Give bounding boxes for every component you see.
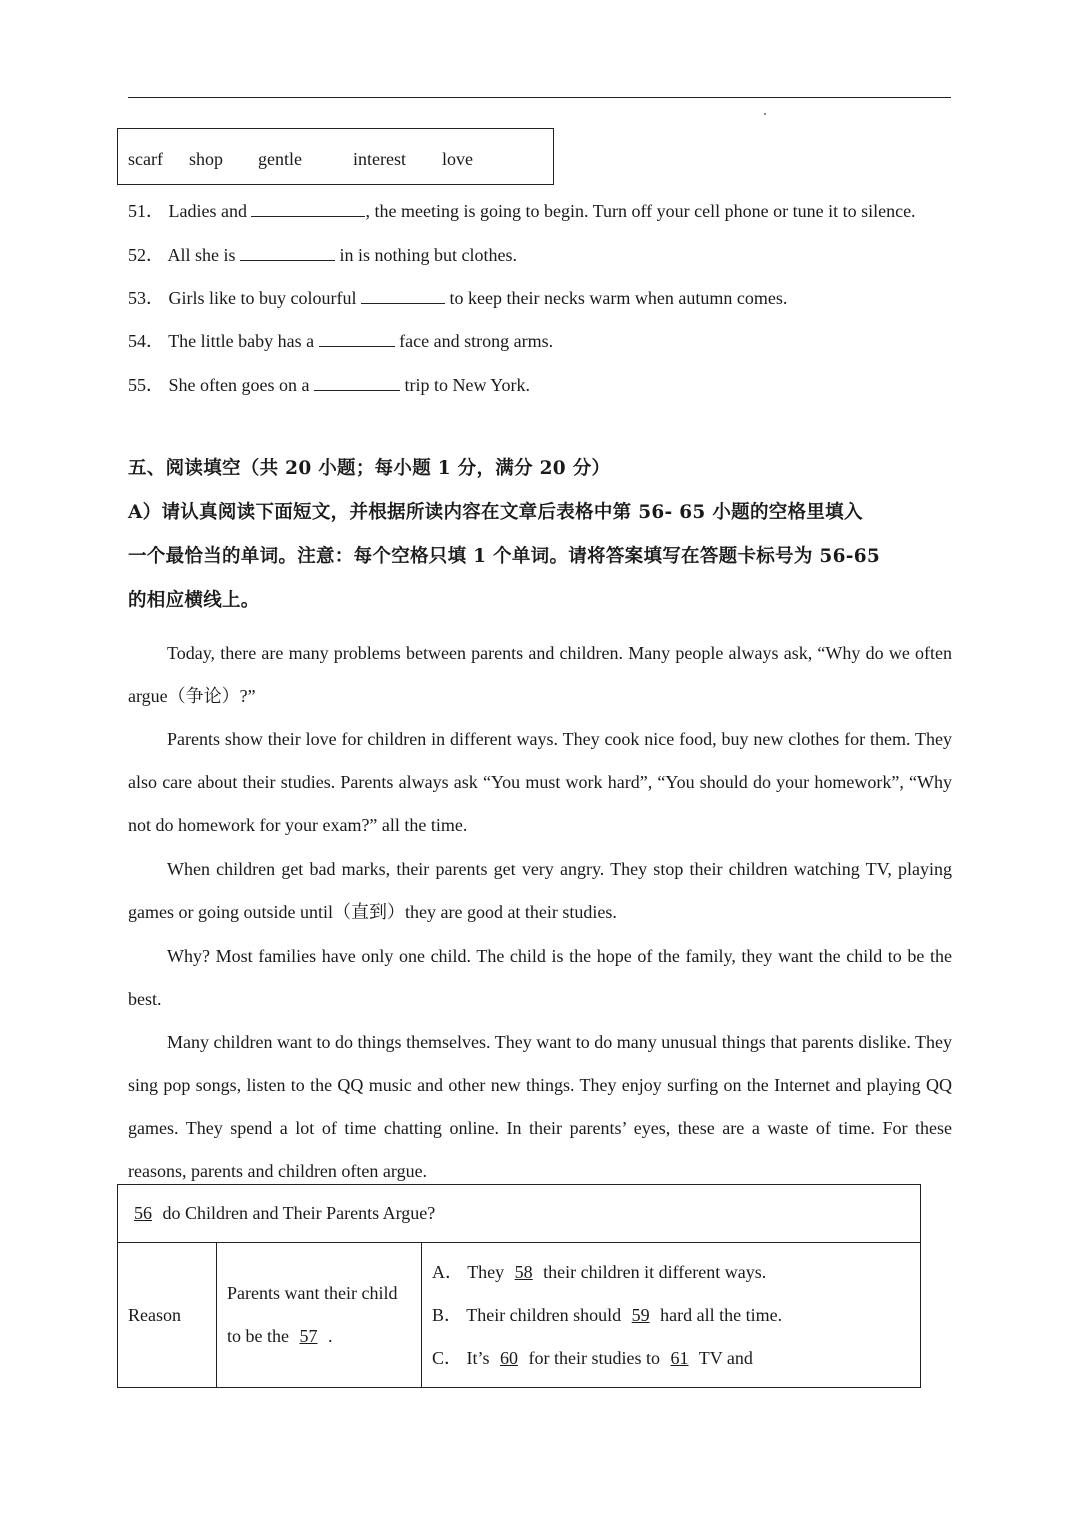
question-text: Girls like to buy colourful: [168, 288, 357, 308]
middle-cell: [217, 1243, 422, 1388]
question-number: 55．: [128, 375, 164, 395]
question-text: All she is: [167, 245, 236, 265]
answer-blank-61[interactable]: 61: [670, 1347, 689, 1368]
answer-blank-57[interactable]: 57: [299, 1326, 318, 1346]
question-text: face and strong arms.: [399, 331, 554, 351]
word-love: love: [442, 149, 473, 169]
answer-blank-58[interactable]: 58: [514, 1261, 533, 1282]
question-text: to keep their necks warm when autumn comes.: [449, 288, 788, 308]
row-text: Their children should: [466, 1304, 622, 1325]
passage-paragraph-3: When children get bad marks, their parents get very angry. They stop their children watching TV, playing games or going outside until（直到）they are good at their studies.: [128, 859, 952, 922]
detail-row-a: [432, 1251, 910, 1294]
passage-paragraph-4: Why? Most families have only one child. The child is the hope of the family, they want the child to be the best.: [128, 946, 952, 1009]
answer-blank[interactable]: [319, 328, 395, 347]
row-letter: C．: [432, 1347, 463, 1368]
answer-blank[interactable]: [251, 198, 365, 217]
passage-paragraph-1: Today, there are many problems between parents and children. Many people always ask, “Why do we often argue（争论）?”: [128, 643, 952, 706]
answer-blank-60[interactable]: 60: [500, 1347, 519, 1368]
word-shop: shop: [189, 149, 224, 169]
row-text: They: [467, 1261, 505, 1282]
question-number: 52．: [128, 245, 164, 265]
question-text: She often goes on a: [168, 375, 310, 395]
middle-text: to be the: [227, 1326, 289, 1346]
table-title: do Children and Their Parents Argue?: [162, 1203, 436, 1223]
middle-end: .: [327, 1326, 333, 1346]
answer-blank-56[interactable]: 56: [134, 1203, 152, 1223]
question-number: 54．: [128, 331, 164, 351]
row-text: their children it different ways.: [543, 1261, 767, 1282]
question-number: 51．: [128, 201, 164, 221]
detail-row-b: [432, 1294, 910, 1337]
question-52: [128, 242, 517, 267]
row-text: for their studies to: [528, 1347, 661, 1368]
question-53: [128, 285, 787, 310]
detail-cell: [422, 1243, 921, 1388]
row-letter: A．: [432, 1261, 463, 1282]
word-box: [117, 128, 554, 185]
reason-label: Reason: [128, 1304, 181, 1325]
question-text: trip to New York.: [404, 375, 530, 395]
row-text: TV and: [698, 1347, 753, 1368]
question-text: Ladies and: [168, 201, 247, 221]
question-number: 53．: [128, 288, 164, 308]
table-title-cell: [118, 1185, 921, 1243]
question-text: The little baby has a: [168, 331, 315, 351]
answer-blank-59[interactable]: 59: [631, 1304, 650, 1325]
scan-dot: [764, 113, 766, 115]
summary-table: [117, 1184, 921, 1388]
header-rule: [128, 97, 951, 98]
word-scarf: scarf: [128, 149, 163, 169]
question-51: [128, 198, 916, 223]
answer-blank[interactable]: [314, 372, 400, 391]
question-55: [128, 372, 530, 397]
question-text: , the meeting is going to begin. Turn off your cell phone or tune it to silence.: [365, 201, 916, 221]
instruction-line-1: A）请认真阅读下面短文，并根据所读内容在文章后表格中第 56- 65 小题的空格里填入: [128, 502, 863, 523]
word-gentle: gentle: [258, 149, 302, 169]
instruction-line-2: 一个最恰当的单词。注意：每个空格只填 1 个单词。请将答案填写在答题卡标号为 56-65: [128, 546, 881, 567]
section-heading: 五、阅读填空（共 20 小题；每小题 1 分，满分 20 分）: [128, 458, 611, 479]
question-text: in is nothing but clothes.: [339, 245, 518, 265]
row-text: It’s: [466, 1347, 490, 1368]
word-interest: interest: [353, 149, 406, 169]
answer-blank[interactable]: [361, 285, 445, 304]
passage-paragraph-2: Parents show their love for children in different ways. They cook nice food, buy new clothes for them. They also care about their studies. Parents always ask “You must work hard”, “You should do your homework”, “Why not do homework for your exam?” all the time.: [128, 729, 952, 835]
reason-label-cell: [118, 1243, 217, 1388]
row-text: hard all the time.: [660, 1304, 783, 1325]
question-54: [128, 328, 553, 353]
passage-paragraph-5: Many children want to do things themselves. They want to do many unusual things that parents dislike. They sing pop songs, listen to the QQ music and other new things. They enjoy surfing on the Internet and playing QQ games. They spend a lot of time chatting online. In their parents’ eyes, these are a waste of time. For these reasons, parents and children often argue.: [128, 1032, 952, 1181]
middle-line-2: [227, 1315, 411, 1358]
answer-blank[interactable]: [240, 242, 335, 261]
row-letter: B．: [432, 1304, 463, 1325]
middle-line-1: Parents want their child: [227, 1283, 398, 1303]
instruction-line-3: 的相应横线上。: [128, 590, 260, 611]
detail-row-c: [432, 1337, 910, 1380]
